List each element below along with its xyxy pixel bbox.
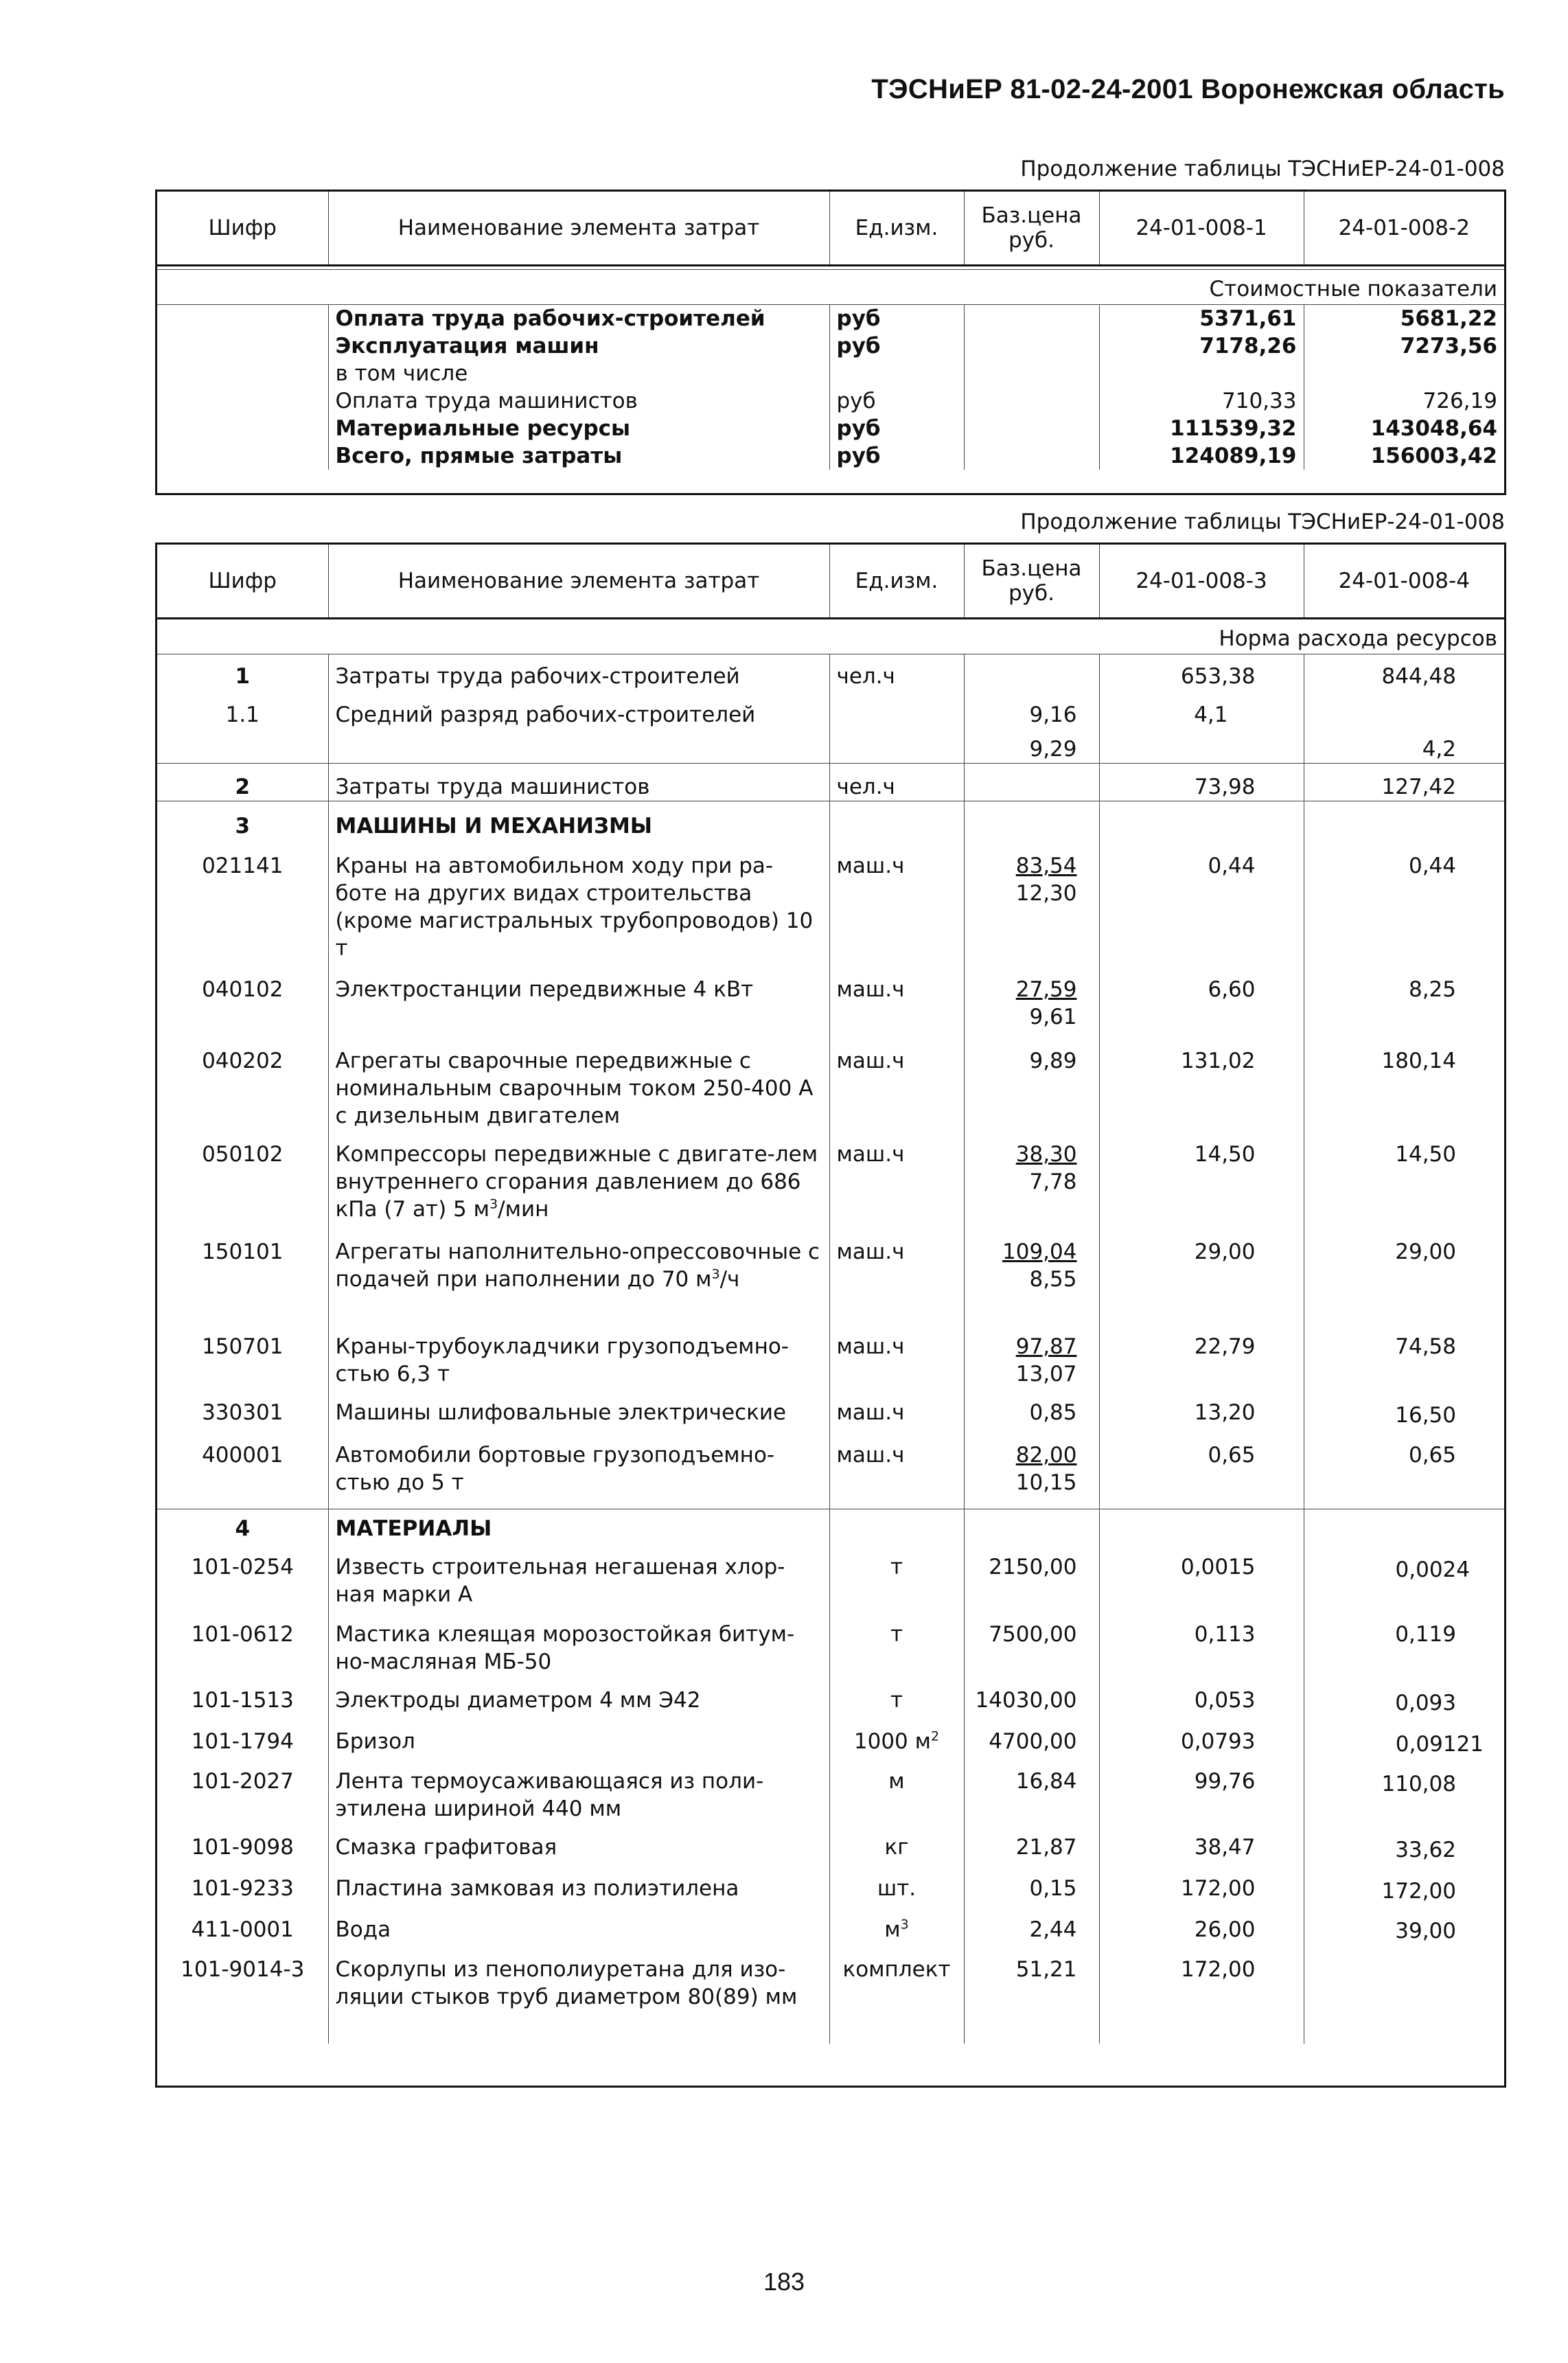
col-name-header: Наименование элемента затрат (328, 192, 829, 266)
table-row: 101-1513 Электроды диаметром 4 мм Э42 т 14030,00 0,053 0,093 (157, 1676, 1504, 1717)
col-a-header: 24-01-008-3 (1099, 545, 1304, 619)
col-unit-header: Ед.изм. (829, 545, 964, 619)
table-row: 330301 Машины шлифовальные электрические маш.ч 0,85 13,20 16,50 (157, 1388, 1504, 1429)
table-row: 021141 Краны на автомобильном ходу при ра-боте на других видах строительства (кроме магистральных трубопроводов) 10 т маш.ч 83,54 12,30 0,44 0,44 (157, 840, 1504, 962)
col-b-header: 24-01-008-4 (1304, 545, 1504, 619)
table-row: 101-9014-3 Скорлупы из пенополиуретана для изо-ляции стыков труб диаметром 80(89) мм комплект 51,21 172,00 (157, 1945, 1504, 2044)
table-row: Оплата труда рабочих-строителей руб 5371,61 5681,22 (157, 305, 1504, 333)
table-header-row (157, 192, 1504, 266)
table-row: 101-0254 Известь строительная негашеная хлор-ная марки А т 2150,00 0,0015 0,0024 (157, 1542, 1504, 1608)
table-row: Оплата труда машинистов руб 710,33 726,19 (157, 387, 1504, 415)
section-row: 4 МАТЕРИАЛЫ (157, 1509, 1504, 1543)
band-label: Норма расхода ресурсов (157, 619, 1504, 654)
table-row: 2 Затраты труда машинистов чел.ч 73,98 127,42 (157, 764, 1504, 801)
table-row: Всего, прямые затраты руб 124089,19 156003,42 (157, 442, 1504, 470)
table-row: 1.1 Средний разряд рабочих-строителей 9,16 4,1 (157, 690, 1504, 729)
table-row: 9,29 4,2 (157, 729, 1504, 764)
col-unit-header: Ед.изм. (829, 192, 964, 266)
page-number: 183 (763, 2268, 805, 2296)
col-price-header: Баз.цена руб. (964, 545, 1099, 619)
table-row: Эксплуатация машин руб 7178,26 7273,56 (157, 332, 1504, 360)
table-row: 101-0612 Мастика клеящая морозостойкая битум-но-масляная МБ-50 т 7500,00 0,113 0,119 (157, 1608, 1504, 1676)
table-row: 050102 Компрессоры передвижные с двигате-лем внутреннего сгорания давлением до 686 кПа (7 ат) 5 $м^3$/мин маш.ч 38,30 7,78 14,50 14,50 (157, 1130, 1504, 1223)
table-header-row (157, 545, 1504, 619)
table-row: 040202 Агрегаты сварочные передвижные с номинальным сварочным током 250-400 А с дизельным двигателем маш.ч 9,89 131,02 180,14 (157, 1031, 1504, 1130)
table-row: в том числе (157, 360, 1504, 387)
table-row: Материальные ресурсы руб 111539,32 143048,64 (157, 415, 1504, 442)
col-b-header: 24-01-008-2 (1304, 192, 1504, 266)
table-caption: Продолжение таблицы ТЭСНиЕР-24-01-008 (1020, 157, 1505, 181)
col-code-header: Шифр (157, 545, 328, 619)
section-row: 3 МАШИНЫ И МЕХАНИЗМЫ (157, 801, 1504, 841)
document-header: ТЭСНиЕР 81-02-24-2001 Воронежская область (871, 74, 1505, 104)
table-row: 400001 Автомобили бортовые грузоподъемно-стью до 5 т маш.ч 82,00 10,15 0,65 0,65 (157, 1429, 1504, 1509)
col-price-header: Баз.цена руб. (964, 192, 1099, 266)
resource-table (155, 543, 1506, 2088)
table-row: 101-9233 Пластина замковая из полиэтилена шт. 0,15 172,00 172,00 (157, 1864, 1504, 1905)
table-row: 1 Затраты труда рабочих-строителей чел.ч 653,38 844,48 (157, 654, 1504, 691)
table-row: 040102 Электростанции передвижные 4 кВт маш.ч 27,59 9,61 6,60 8,25 (157, 962, 1504, 1031)
table-row: 101-2027 Лента термоусаживающаяся из поли-этилена шириной 440 мм м 16,84 99,76 110,08 (157, 1758, 1504, 1823)
col-name-header: Наименование элемента затрат (328, 545, 829, 619)
cost-table (155, 190, 1506, 495)
table-row: 101-9098 Смазка графитовая кг 21,87 38,47 33,62 (157, 1823, 1504, 1864)
table-row: 101-1794 Бризол 1000 $м^2$ 4700,00 0,0793 0,09121 (157, 1717, 1504, 1758)
table-row: 411-0001 Вода $м^3$ 2,44 26,00 39,00 (157, 1905, 1504, 1945)
table-row: 150101 Агрегаты наполнительно-опрессовочные с подачей при наполнении до 70 $м^3/ч$ маш.ч 109,04 8,55 29,00 29,00 (157, 1223, 1504, 1293)
col-code-header: Шифр (157, 192, 328, 266)
col-a-header: 24-01-008-1 (1099, 192, 1304, 266)
table-row: 150701 Краны-трубоукладчики грузоподъемно-стью 6,3 т маш.ч 97,87 13,07 22,79 74,58 (157, 1293, 1504, 1388)
table-caption: Продолжение таблицы ТЭСНиЕР-24-01-008 (1020, 510, 1505, 534)
band-label: Стоимостные показатели (157, 270, 1504, 305)
